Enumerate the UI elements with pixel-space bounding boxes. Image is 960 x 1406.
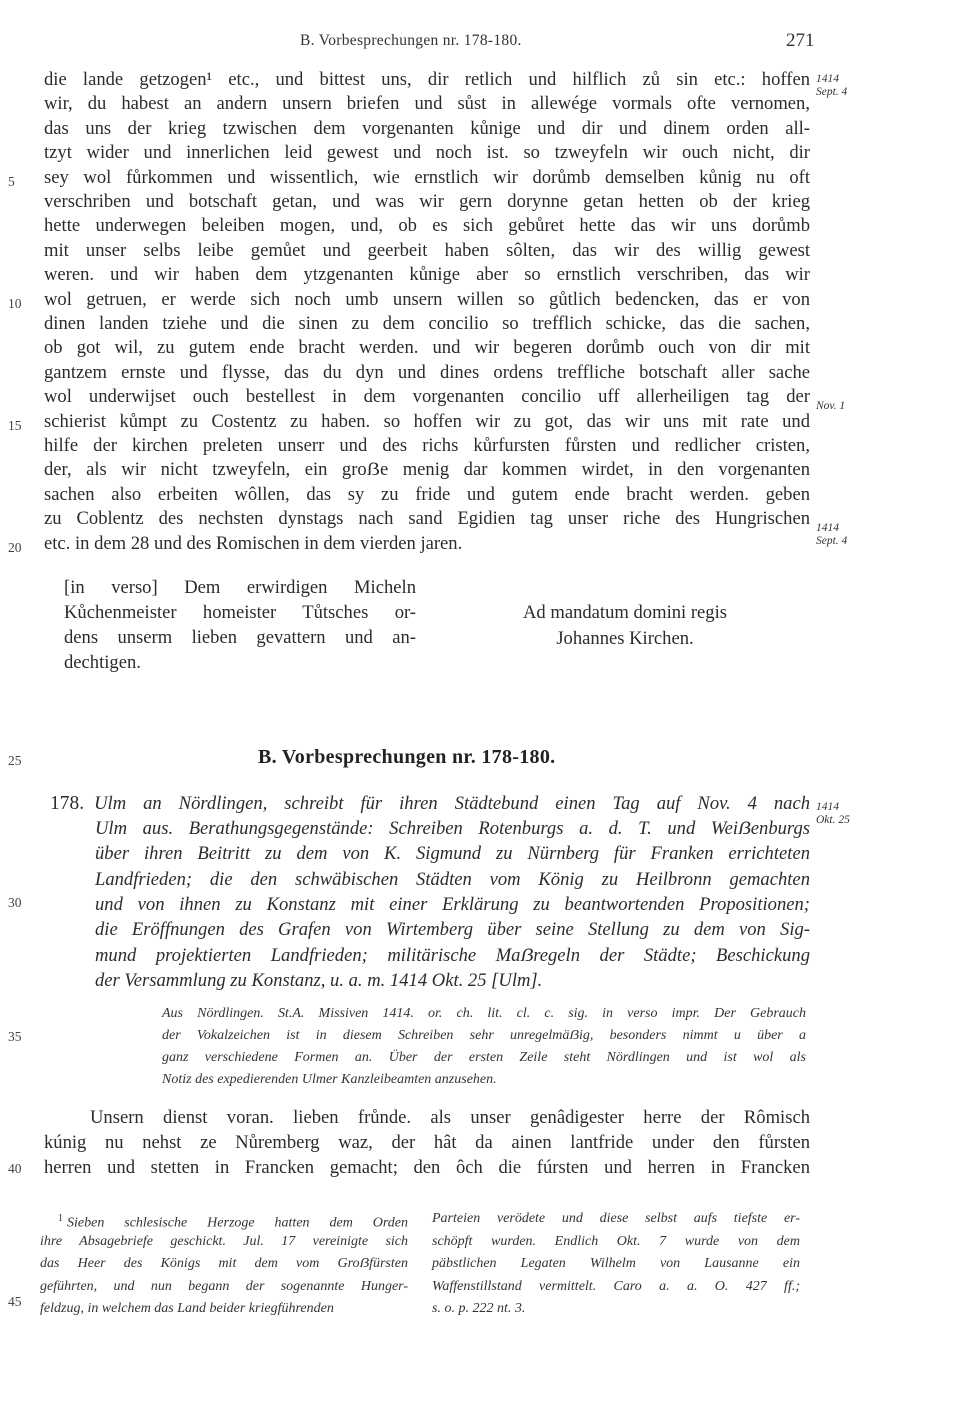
- text-line: weren. und wir haben dem ytzgenanten kůnige aber so ernstlich verschriben, das wir: [44, 264, 810, 285]
- footnote-line: das Heer des Königs mit dem vom Groẞfürsten: [40, 1256, 408, 1271]
- mandate-line: Johannes Kirchen.: [556, 628, 694, 649]
- text-line: herren und stetten in Francken gemacht; den ôch die fúrsten und herren in Francken: [44, 1157, 810, 1178]
- line-number: 25: [8, 753, 22, 768]
- line-number: 30: [8, 895, 22, 910]
- text-line: der, als wir nicht tzweyfeln, ein groẞe menig dar kommen wirdet, in den vorgenanten: [44, 459, 810, 480]
- regest-line: Landfrieden; die den schwäbischen Städten vom König zu Heilbronn gemachten: [95, 869, 810, 890]
- footnote-line: schöpft wurden. Endlich Okt. 7 wurde von dem: [432, 1233, 800, 1249]
- line-number: 5: [8, 174, 15, 189]
- line-number: 15: [8, 418, 22, 433]
- line-number: 35: [8, 1029, 22, 1044]
- regest-line: 178. Ulm an Nördlingen, schreibt für ihren Städtebund einen Tag auf Nov. 4 nach: [50, 793, 810, 814]
- footnote-mark: 1: [58, 1213, 63, 1224]
- verso-line: dens unserm lieben gevattern und an-: [64, 627, 416, 648]
- footnote-line: $^1$ Sieben schlesische Herzoge hatten dem Orden: [58, 1213, 408, 1231]
- text-line: wol getruen, er werde sich noch umb unsern willen so gůtlich bedencken, das er von: [44, 289, 810, 310]
- text-line: sachen also erbeiten wôllen, das sy zu fride und gutem ende bracht werden. geben: [44, 484, 810, 505]
- line-number: 45: [8, 1294, 22, 1309]
- verso-line: Kůchenmeister homeister Tůtsches or-: [64, 602, 416, 623]
- line-number: 20: [8, 540, 22, 555]
- text-line: ob got wil, zu gutem ende bracht werden. und wir begeren dorůmb ouch von dir mit: [44, 337, 810, 358]
- text-line: das uns der krieg tzwischen dem vorgenanten kůnige und dir und dinem orden all-: [44, 118, 810, 139]
- margin-date: 1414 Okt. 25: [816, 801, 850, 826]
- line-number: 40: [8, 1161, 22, 1176]
- footnotes: [40, 1208, 810, 1328]
- verso-line: [in verso] Dem erwirdigen Micheln: [64, 577, 416, 598]
- text-line: wol underwijset ouch bestellest in dem vorgenanten concilio uff allerheiligen tag der: [44, 386, 810, 407]
- section-heading: B. Vorbesprechungen nr. 178-180.: [258, 746, 556, 768]
- regest-line: die Eröffnungen des Grafen von Wirtemberg über seine Stellung zu dem von Sig-: [95, 919, 810, 940]
- text-line: wir, du habest an andern unsern briefen und sůst in allewége vormals ofte vernomen,: [44, 93, 810, 114]
- text-line: verschriben und botschaft getan, und was wir gern dorynne getan hetten ob der krieg: [44, 191, 810, 212]
- text-line: zu Coblentz des nechsten dynstags nach sand Egidien tag unser riche des Hungrischen: [44, 508, 810, 529]
- footnote-column-right: [432, 1208, 800, 1321]
- text-line: hette underwegen beleiben mogen, und, ob es sich gebůret hette das wir uns dorůmb: [44, 215, 810, 236]
- text-line: Unsern dienst voran. lieben frůnde. als unser genâdigester herre der Rômisch: [90, 1107, 810, 1128]
- address-verso: [64, 575, 416, 675]
- text-line: kúnig nu nehst ze Nůremberg waz, der hât da ainen lantfride under den fůrsten: [44, 1132, 810, 1153]
- source-line: Aus Nördlingen. St.A. Missiven 1414. or. ch. lit. cl. c. sig. in verso impr. Der Gebrauch: [162, 1006, 806, 1021]
- text-line: schierist kůmpt zu Costentz zu haben. so hoffen wir zu got, das wir uns mit rate und: [44, 411, 810, 432]
- page-number: 271: [786, 30, 815, 51]
- text-line: etc. in dem 28 und des Romischen in dem vierden jaren.: [44, 533, 463, 554]
- source-line: Notiz des expedierenden Ulmer Kanzleibeamten anzusehen.: [162, 1072, 497, 1087]
- regest-line: über ihren Beitritt zu dem von K. Sigmund zu Nürnberg für Franken errichteten: [95, 843, 810, 864]
- footnote-line: geführten, und nun begann der sogenannte Hunger-: [40, 1278, 408, 1294]
- running-head: [0, 32, 960, 56]
- footnote-column-left: [40, 1208, 408, 1321]
- regest-line: und von ihnen zu Konstanz mit einer Erklärung zu beantwortenden Propositionen;: [95, 894, 810, 915]
- text-line: gantzem ernste und flysse, das du dyn und dines ordens treffliche botschaft aller sache: [44, 362, 810, 383]
- footnote-line: päbstlichen Legaten Wilhelm von Lausanne ein: [432, 1256, 800, 1271]
- mandate-note: [480, 600, 770, 652]
- footnote-line: Parteien verödete und diese selbst aufs tiefste er-: [432, 1211, 800, 1226]
- text-line: mit unser selbs leibe gemůet und geerbeit haben sôlten, das wir des willig gewest: [44, 240, 810, 261]
- mandate-line: Ad mandatum domini regis: [523, 602, 727, 623]
- margin-date: Nov. 1: [816, 400, 846, 412]
- text-line: sey wol fůrkommen und wissentlich, wie ernstlich wir dorůmb demselben kůnig nu oft: [44, 167, 810, 188]
- text-line: die lande getzogen¹ etc., und bittest uns, dir retlich und hilflich zů sin etc.: hoffen: [44, 69, 810, 90]
- source-note: [162, 1003, 806, 1091]
- regest-line: der Versammlung zu Konstanz, u. a. m. 1414 Okt. 25 [Ulm].: [95, 970, 543, 991]
- footnote-line: s. o. p. 222 nt. 3.: [432, 1301, 526, 1316]
- text-line: dinen landen tziehe und die sinen zu dem concilio so trefflich schicke, das die sachen,: [44, 313, 810, 334]
- running-title: B. Vorbesprechungen nr. 178-180.: [300, 32, 522, 49]
- text-line: hilfe der kirchen preleten unserr und des richs kůrfursten fůrsten und redlicher cristen,: [44, 435, 810, 456]
- footnote-line: feldzug, in welchem das Land beider kriegführenden: [40, 1301, 334, 1316]
- source-line: der Vokalzeichen ist in diesem Schreiben sehr unregelmäẞig, besonders nimmt u über a: [162, 1028, 806, 1043]
- margin-date: 1414 Sept. 4: [816, 522, 848, 547]
- regest-line: mund projektierten Landfrieden; militärische Maẞregeln der Städte; Beschickung: [95, 945, 810, 966]
- source-line: ganz verschiedene Formen an. Über der ersten Zeile steht Nördlingen und ist wol als: [162, 1050, 806, 1065]
- entry-number: 178.: [50, 793, 85, 814]
- footnote-line: Waffenstillstand vermittelt. Caro a. a. O. 427 ff.;: [432, 1278, 800, 1294]
- verso-line: dechtigen.: [64, 652, 141, 673]
- regest-line: Ulm aus. Berathungsgegenstände: Schreiben Rotenburgs a. d. T. und Weiẞenburgs: [95, 818, 810, 839]
- text-line: tzyt wider und innerlichen leid gewest und noch ist. so tzweyfeln wir ouch nicht, dir: [44, 142, 810, 163]
- margin-date: 1414 Sept. 4: [816, 73, 848, 98]
- footnote-line: ihre Absagebriefe geschickt. Jul. 17 vereinigte sich: [40, 1233, 408, 1249]
- line-number: 10: [8, 296, 22, 311]
